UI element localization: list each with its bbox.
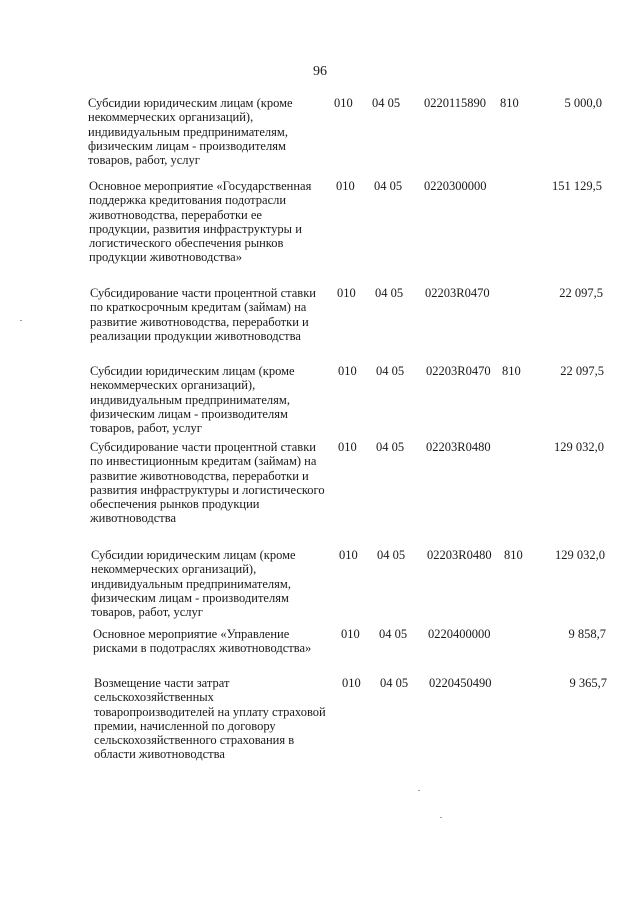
- scan-speck: [20, 320, 22, 321]
- row-amount: 22 097,5: [560, 364, 604, 378]
- row-description: Субсидии юридическим лицам (кроме некоммерческих организаций), индивидуальным предпринимателям, физическим лицам - производителям товаров, работ, услуг: [88, 96, 293, 168]
- row-grbs: 010: [339, 548, 358, 562]
- row-vr: 810: [502, 364, 521, 378]
- row-grbs: 010: [337, 286, 356, 300]
- row-grbs: 010: [336, 179, 355, 193]
- row-vr: 810: [500, 96, 519, 110]
- row-csr: 02203R0470: [425, 286, 490, 300]
- row-amount: 129 032,0: [554, 440, 604, 454]
- scan-speck: [440, 817, 442, 818]
- page-number: 96: [313, 64, 327, 79]
- row-grbs: 010: [342, 676, 361, 690]
- row-amount: 9 365,7: [569, 676, 607, 690]
- row-section: 04 05: [376, 364, 405, 378]
- row-description: Основное мероприятие «Управление рисками в подотраслях животноводства»: [93, 627, 312, 656]
- row-grbs: 010: [334, 96, 353, 110]
- row-description: Субсидии юридическим лицам (кроме некоммерческих организаций), индивидуальным предпринимателям, физическим лицам - производителям товаров, работ, услуг: [90, 364, 295, 436]
- row-csr: 0220450490: [429, 676, 492, 690]
- row-csr: 02203R0480: [426, 440, 491, 454]
- row-section: 04 05: [379, 627, 408, 641]
- row-csr: 02203R0480: [427, 548, 492, 562]
- row-amount: 9 858,7: [568, 627, 606, 641]
- row-csr: 0220115890: [424, 96, 487, 110]
- row-amount: 151 129,5: [552, 179, 602, 193]
- row-section: 04 05: [380, 676, 409, 690]
- row-section: 04 05: [375, 286, 404, 300]
- row-amount: 22 097,5: [559, 286, 603, 300]
- row-description: Основное мероприятие «Государственная поддержка кредитования подотрасли животноводства, переработки ее продукции, развития инфраструктуры и логистического обеспечения рынков продукции животноводства»: [89, 179, 312, 265]
- row-amount: 129 032,0: [555, 548, 605, 562]
- row-csr: 0220400000: [428, 627, 491, 641]
- row-description: Субсидии юридическим лицам (кроме некоммерческих организаций), индивидуальным предпринимателям, физическим лицам - производителям товаров, работ, услуг: [91, 548, 296, 620]
- row-section: 04 05: [377, 548, 406, 562]
- row-vr: 810: [504, 548, 523, 562]
- row-description: Субсидирование части процентной ставки по краткосрочным кредитам (займам) на развитие животноводства, переработки и реализации продукции животноводства: [90, 286, 316, 343]
- row-grbs: 010: [338, 364, 357, 378]
- row-amount: 5 000,0: [564, 96, 602, 110]
- row-description: Субсидирование части процентной ставки по инвестиционным кредитам (займам) на развитие животноводства, переработки и развития инфраструктуры и логистического обеспечения рынков продукции животноводства: [90, 440, 325, 526]
- row-section: 04 05: [376, 440, 405, 454]
- row-section: 04 05: [372, 96, 401, 110]
- row-grbs: 010: [341, 627, 360, 641]
- row-description: Возмещение части затрат сельскохозяйственных товаропроизводителей на уплату страховой премии, начисленной по договору сельскохозяйственного страхования в области животноводства: [94, 676, 326, 762]
- row-grbs: 010: [338, 440, 357, 454]
- row-csr: 0220300000: [424, 179, 487, 193]
- row-csr: 02203R0470: [426, 364, 491, 378]
- scan-speck: [418, 790, 420, 791]
- row-section: 04 05: [374, 179, 403, 193]
